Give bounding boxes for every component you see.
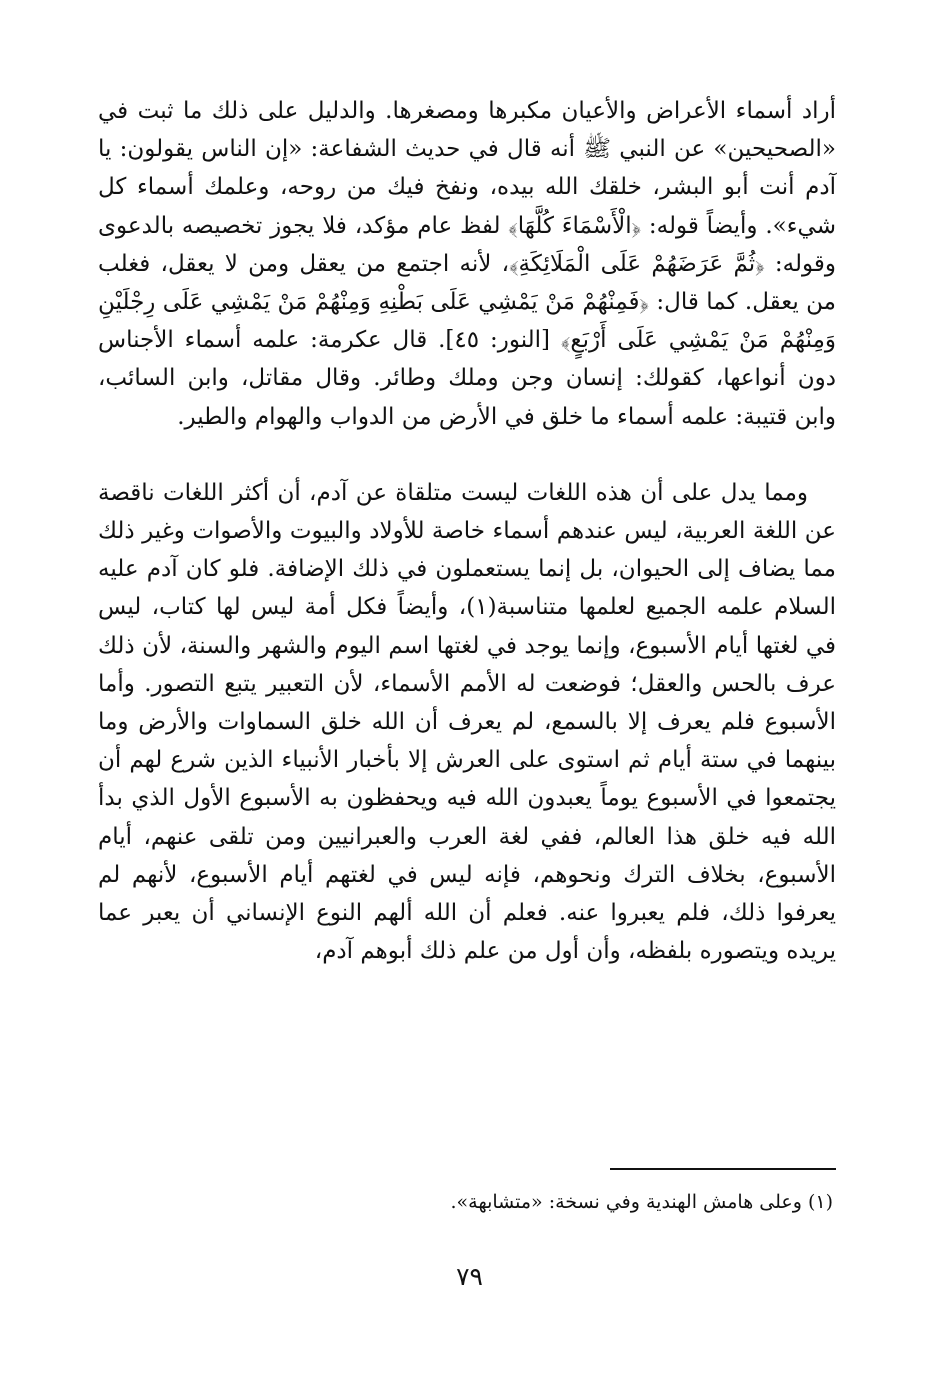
body-paragraph-2: ومما يدل على أن هذه اللغات ليست متلقاة عن آدم، أن أكثر اللغات ناقصة عن اللغة العربية، ليس عندهم أسماء خاصة للأولاد والبيوت والأصوات وغير ذلك مما يضاف إلى الحيوان، بل إنما يستعملون في ذلك الإضافة. فلو كان آدم عليه السلام علمه الجميع لعلمها متناسبة(١)، وأيضاً فكل أمة ليس لها كتاب، ليس في لغتها أيام الأسبوع، وإنما يوجد في لغتها اسم اليوم والشهر والسنة، لأن ذلك عرف بالحس والعقل؛ فوضعت له الأمم الأسماء، لأن التعبير يتبع التصور. وأما الأسبوع فلم يعرف إلا بالسمع، لم يعرف أن الله خلق السماوات والأرض وما بينهما في ستة أيام ثم استوى على العرش إلا بأخبار الأنبياء الذين شرع لهم أن يجتمعوا في الأسبوع يوماً يعبدون الله فيه ويحفظون به الأسبوع الأول الذي بدأ الله فيه خلق هذا العالم، ففي لغة العرب والعبرانيين ومن تلقى عنهم، أيام الأسبوع، بخلاف الترك ونحوهم، فإنه ليس في لغتهم أيام الأسبوع، لأنهم لم يعرفوا ذلك، فلم يعبروا عنه. فعلم أن الله ألهم النوع الإنساني أن يعبر عما يريده ويتصوره بلفظه، وأن أول من علم ذلك أبوهم آدم، [98,479,836,965]
footnote-divider [610,1168,836,1170]
page-number: ٧٩ [456,1262,483,1291]
footnote: (١) وعلى هامش الهندية وفي نسخة: «متشابهة». [450,1191,833,1213]
page-body [98,92,836,970]
body-paragraph-1: أراد أسماء الأعراض والأعيان مكبرها ومصغرها. والدليل على ذلك ما ثبت في «الصحيحين» عن النبي ﷺ أنه قال في حديث الشفاعة: «إن الناس يقولون: يا آدم أنت أبو البشر، خلقك الله بيده، ونفخ فيك من روحه، وعلمك أسماء كل شيء». وأيضاً قوله: ﴿الْأَسْمَاءَ كُلَّهَا﴾ لفظ عام مؤكد، فلا يجوز تخصيصه بالدعوى وقوله: ﴿ثُمَّ عَرَضَهُمْ عَلَى الْمَلَائِكَةِ﴾، لأنه اجتمع من يعقل ومن لا يعقل، فغلب من يعقل. كما قال: ﴿فَمِنْهُمْ مَنْ يَمْشِي عَلَى بَطْنِهِ وَمِنْهُمْ مَنْ يَمْشِي عَلَى رِجْلَيْنِ وَمِنْهُمْ مَنْ يَمْشِي عَلَى أَرْبَعٍ﴾ [النور: ٤٥]. قال عكرمة: علمه أسماء الأجناس دون أنواعها، كقولك: إنسان وجن وملك وطائر. وقال مقاتل، وابن السائب، وابن قتيبة: علمه أسماء ما خلق في الأرض من الدواب والهوام والطير. [98,98,836,430]
